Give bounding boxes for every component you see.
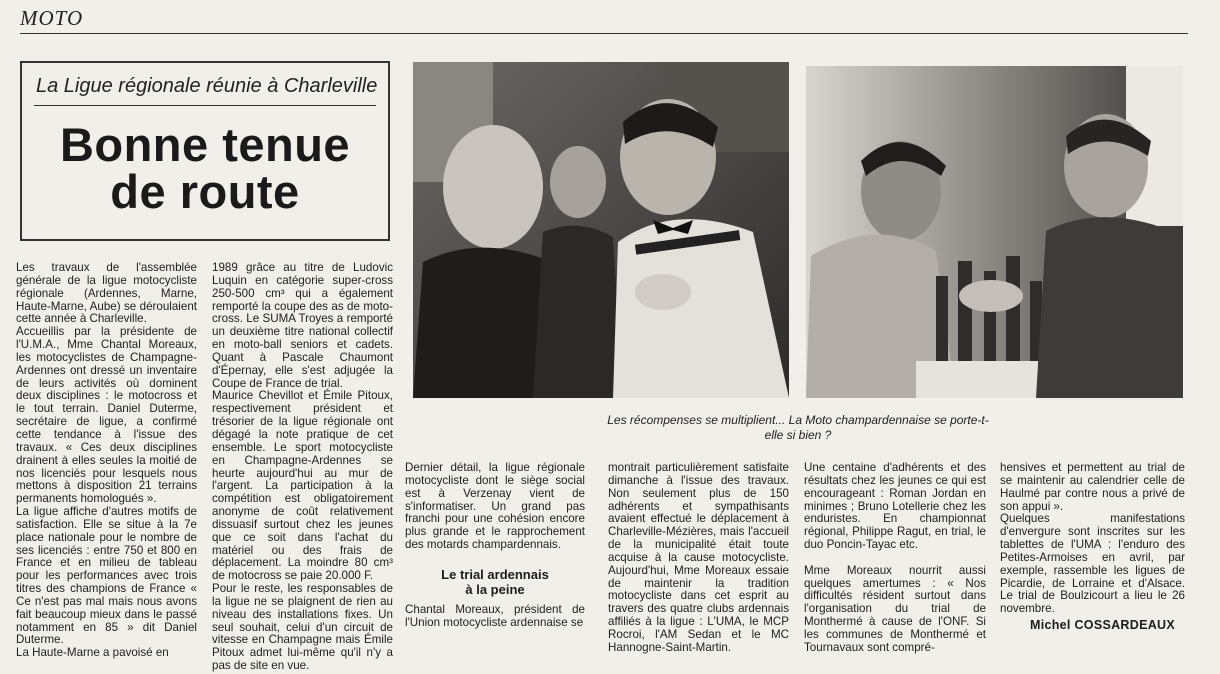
article-column-5: Une centaine d'adhérents et des résultats chez les jeunes ce qui est encourageant : Roman Jordan en minimes ; Bruno Lotellerie chez les enduristes. En championnat régional, Philippe Ragut, en trial, le duo Poncin-Tayac etc. Mme Moreaux nourrit aussi quelques amertumes : « Nos difficultés résident surtout dans l'organisation du trial de Monthermé à cause de l'ONF. Si les communes de Monthermé et Tournavaux sont compré- bbox=[804, 461, 986, 654]
headline-box bbox=[20, 61, 390, 241]
handshake-trophies-photo bbox=[806, 66, 1183, 398]
article-column-6: hensives et permettent au trial de se maintenir au calendrier celle de Haulmé par contre nous a privé de son appui ». Quelques manifestations d'envergure sont inscrites sur les tablettes de l'UMA : l'enduro des Petites-Armoises en avril, par exemple, rassemble les ligues de Picardie, de Lorraine et d'Alsace. Le trial de Boulzicourt a lieu le 26 novembre. bbox=[1000, 461, 1185, 616]
article-column-3b: Chantal Moreaux, président de l'Union motocycliste ardennaise se bbox=[405, 603, 585, 629]
article-subheading: Le trial ardennais à la peine bbox=[441, 567, 549, 597]
header-rule bbox=[20, 33, 1188, 34]
article-column-1: Les travaux de l'assemblée générale de la ligue motocycliste régionale (Ardennes, Marne, Haute-Marne, Aube) se déroulaient cette année à Charleville. Accueillis par la présidente de l'U.M.A., Mme Chantal Moreaux, les motocyclistes de Champagne-Ardennes ont dressé un inventaire de leurs activités où dominent deux disciplines : le motocross et le tout terrain. Daniel Duterme, secrétaire de ligue, a confirmé cette tendance à l'issue des travaux. « Ces deux disciplines drainent à elles seules la moitié de nos licenciés pour lesquels nous mettons à disposition 21 terrains permanents homologués ». La ligue affiche d'autres motifs de satisfaction. Elle se situe à la 7e place nationale pour le nombre de ses licenciés : entre 750 et 800 en France et en milieu de tableau pour les performances avec trois titres des champions de France « Ce n'est pas mal mais nous avons fait beaucoup mieux dans le passé notamment en 85 » dit Daniel Duterme. La Haute-Marne a pavoisé en bbox=[16, 261, 197, 660]
article-column-4: montrait particulièrement satisfaite dimanche à l'issue des travaux. Non seulement plus de 150 adhérents et sympathisants avaient effectué le déplacement à Charleville-Mézières, mais l'accueil de la municipalité était toute acquise à la cause motocycliste. Aujourd'hui, Mme Moreaux essaie de maintenir la tradition motocycliste dans cet esprit au travers des quatre clubs ardennais affiliés à la ligue : L'UMA, le MCP Rocroi, l'AM Sedan et le MC Hannogne-Saint-Martin. bbox=[608, 461, 789, 654]
section-label: MOTO bbox=[20, 6, 84, 30]
headline-title-line1: Bonne tenue bbox=[59, 118, 351, 171]
medal-ceremony-photo bbox=[413, 62, 789, 398]
article-column-2: 1989 grâce au titre de Ludovic Luquin en catégorie super-cross 250-500 cm³ qui a également remporté la coupe des as de moto-cross. Le SUMA Troyes a remporté un deuxième titre national collectif en moto-ball seniors et cadets. Quant à Pascale Chaumont d'Épernay, elle s'est adjugée la Coupe de France de trial. Maurice Chevillot et Émile Pitoux, respectivement président et trésorier de la ligue régionale ont dégagé la note pratique de cet ensemble. Le sport motocycliste en Champagne-Ardennes se heurte aujourd'hui au mur de l'argent. La participation à la compétition est obligatoirement anonyme de coût relativement dissuasif surtout chez les jeunes que ce soit dans l'achat du matériel ou des frais de déplacement. La moindre 80 cm³ de motocross se paie 20.000 F. Pour le reste, les responsables de la ligue ne se plaignent de rien au niveau des installations fixes. Un seul souhait, celui d'un circuit de vitesse en Champagne mais Émile Pitoux admet lui-même qu'il n'y a pas de site en vue. bbox=[212, 261, 393, 673]
headline-title-line2: de route bbox=[110, 165, 300, 218]
headline-title bbox=[22, 118, 388, 218]
byline: Michel COSSARDEAUX bbox=[1030, 618, 1176, 632]
headline-kicker: La Ligue régionale réunie à Charleville bbox=[36, 75, 378, 97]
kicker-rule bbox=[34, 105, 376, 106]
photo-caption: Les récompenses se multiplient... La Moto champardennaise se porte-t-elle si bien ? bbox=[607, 413, 989, 442]
article-column-3a: Dernier détail, la ligue régionale motocycliste dont le siège social est à Verzenay vient de s'informatiser. Un grand pas franchi pour une cohésion encore plus grande et le rapprochement des motards champardennais. bbox=[405, 461, 585, 552]
